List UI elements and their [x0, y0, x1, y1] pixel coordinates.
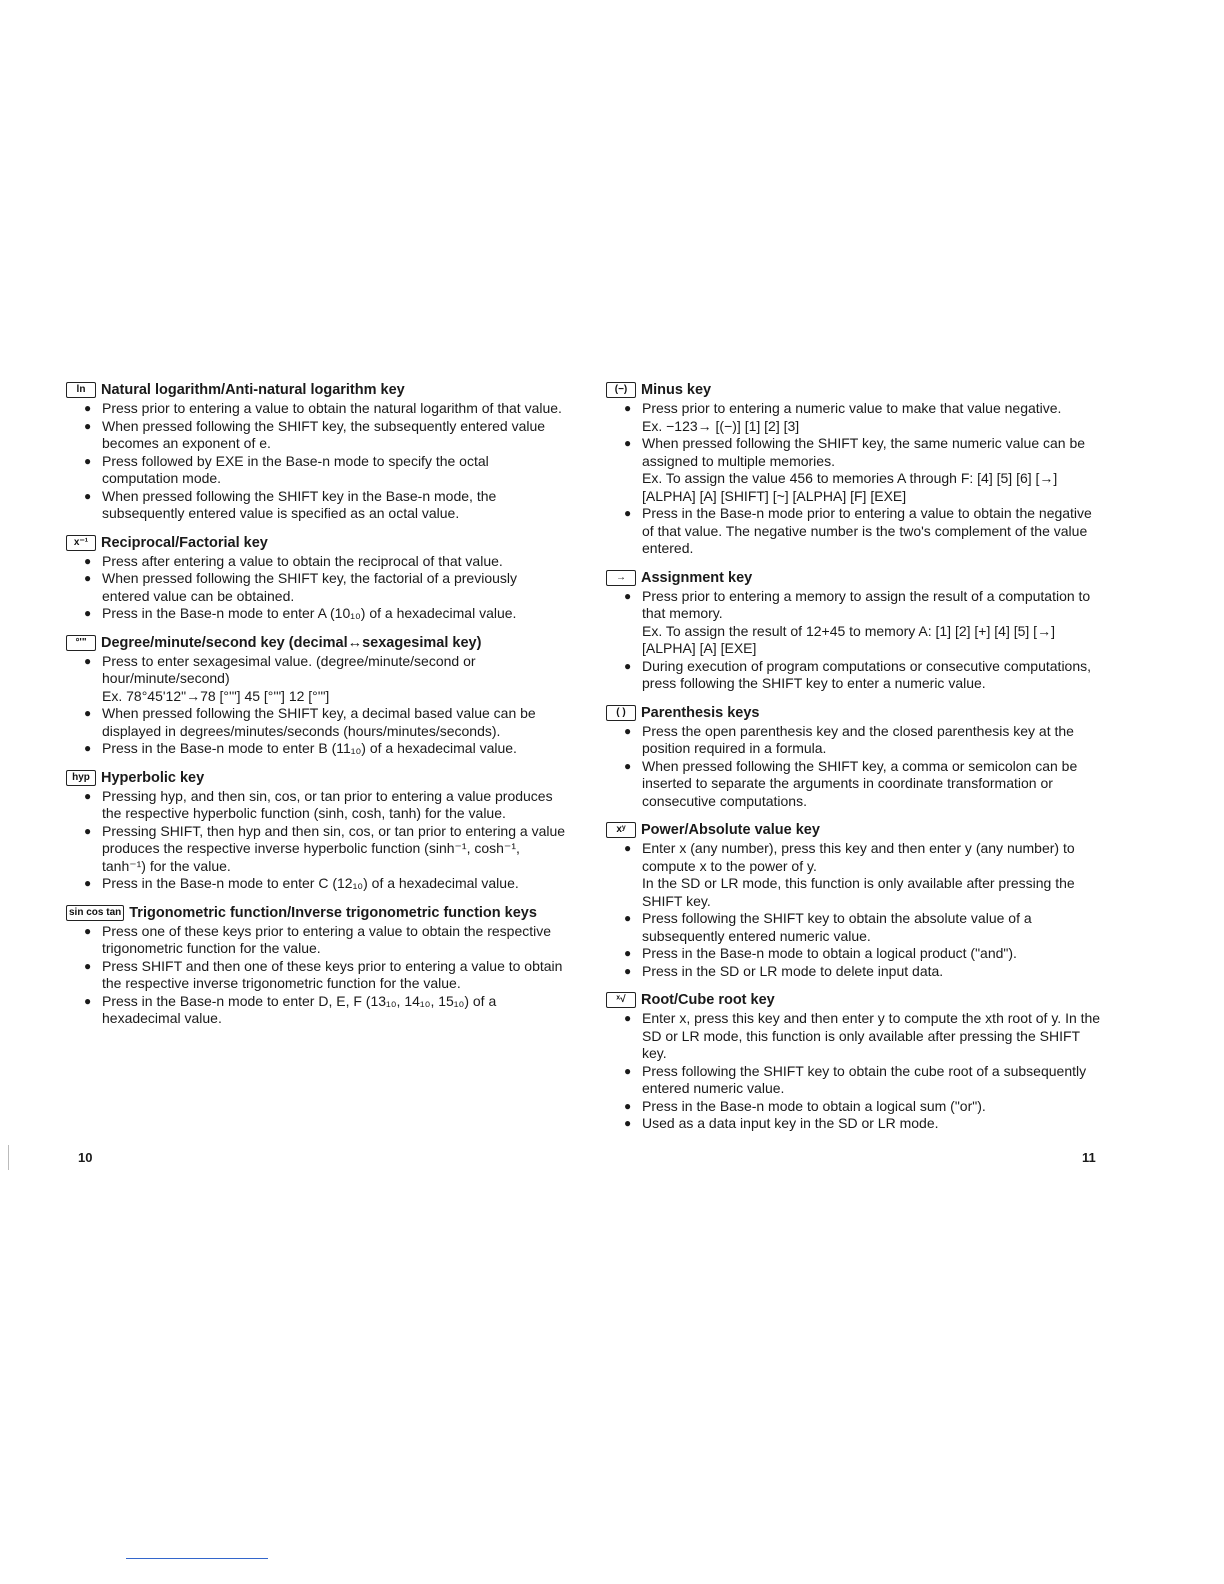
bullet-item: ● Press prior to entering a value to obtain the natural logarithm of that value. — [82, 400, 566, 418]
bullet-item: ● Press in the Base-n mode to obtain a logical product ("and"). — [622, 945, 1106, 963]
key-icon: xʸ — [606, 822, 636, 838]
bullet-item: ● Press to enter sexagesimal value. (degree/minute/second or hour/minute/second) — [82, 653, 566, 688]
right-page — [606, 380, 1106, 1143]
bullet-item: ● Pressing SHIFT, then hyp and then sin, cos, or tan prior to entering a value produces the respective inverse hyperbolic function (sinh⁻¹, cosh⁻¹, tanh⁻¹) for the value. — [82, 823, 566, 876]
example-line: Ex. 78°45'12"→78 [°'"] 45 [°'"] 12 [°'"] — [102, 687, 330, 704]
section-4 — [606, 990, 1106, 1133]
section-heading — [606, 703, 1106, 723]
section-3 — [66, 768, 566, 893]
bullet-item: ● Press in the SD or LR mode to delete input data. — [622, 963, 1106, 981]
section-title: Assignment key — [641, 569, 753, 586]
section-title: Degree/minute/second key (decimal↔sexagesimal key) — [101, 634, 482, 651]
bullet-item: ● Press in the Base-n mode to enter A (10₁₀) of a hexadecimal value. — [82, 605, 566, 623]
bullet-item: ● Press in the Base-n mode prior to entering a value to obtain the negative of that value. The negative number is the two's complement of the value entered. — [622, 505, 1106, 558]
bullet-item: ● Press one of these keys prior to entering a value to obtain the respective trigonometric function for the value. — [82, 923, 566, 958]
bullet-item: ● Press SHIFT and then one of these keys prior to entering a value to obtain the respective inverse trigonometric function for the value. — [82, 958, 566, 993]
section-heading — [66, 633, 566, 653]
bullet-item: ● Press in the Base-n mode to enter D, E, F (13₁₀, 14₁₀, 15₁₀) of a hexadecimal value. — [82, 993, 566, 1028]
bullet-item: ● When pressed following the SHIFT key, the subsequently entered value becomes an exponent of e. — [82, 418, 566, 453]
section-title: Root/Cube root key — [641, 992, 775, 1008]
page-number-left: 10 — [78, 1150, 93, 1165]
bullet-item: ● When pressed following the SHIFT key, the factorial of a previously entered value can be obtained. — [82, 570, 566, 605]
section-heading — [606, 990, 1106, 1010]
section-heading — [66, 903, 566, 923]
section-heading — [606, 568, 1106, 588]
bullet-item: ● Pressing hyp, and then sin, cos, or tan prior to entering a value produces the respective hyperbolic function (sinh, cosh, tanh) for the value. — [82, 788, 566, 823]
section-title: Parenthesis keys — [641, 704, 760, 721]
section-heading — [66, 533, 566, 553]
key-icon: ˣ√ — [606, 992, 636, 1008]
section-title: Power/Absolute value key — [641, 822, 820, 838]
section-4 — [66, 903, 566, 1028]
key-icon: sin cos tan — [66, 905, 124, 921]
bullet-item: ● When pressed following the SHIFT key, a decimal based value can be displayed in degrees/minutes/seconds (hours/minutes/seconds). — [82, 705, 566, 740]
bullet-item: ● When pressed following the SHIFT key, the same numeric value can be assigned to multiple memories. — [622, 435, 1106, 470]
section-1 — [606, 568, 1106, 693]
section-0 — [66, 380, 566, 523]
bullet-item: ● Press in the Base-n mode to obtain a logical sum ("or"). — [622, 1098, 1106, 1116]
key-icon: ln — [66, 382, 96, 398]
key-icon: x⁻¹ — [66, 535, 96, 551]
key-icon: → — [606, 570, 636, 586]
page-number-right: 11 — [1082, 1150, 1096, 1165]
footer-rule — [126, 1558, 268, 1559]
bullet-item: ● During execution of program computations or consecutive computations, press following the SHIFT key to enter a numeric value. — [622, 658, 1106, 693]
bullet-item: ● Used as a data input key in the SD or LR mode. — [622, 1115, 1106, 1133]
bullet-item: ● Press prior to entering a numeric value to make that value negative. — [622, 400, 1106, 418]
example-line: Ex. To assign the result of 12+45 to memory A: [1] [2] [+] [4] [5] [→] [ALPHA] [A] [EXE] — [642, 622, 1055, 656]
section-heading — [66, 768, 566, 788]
key-icon: (−) — [606, 382, 636, 398]
example-line: Ex. −123→ [(−)] [1] [2] [3] — [642, 417, 800, 434]
section-heading — [606, 380, 1106, 400]
bullet-item: ● Press prior to entering a memory to assign the result of a computation to that memory. — [622, 588, 1106, 623]
section-title: Trigonometric function/Inverse trigonometric function keys — [129, 904, 537, 921]
left-page — [66, 380, 566, 1038]
section-title: Hyperbolic key — [101, 769, 205, 786]
section-heading — [606, 820, 1106, 840]
bullet-item: ● Press in the Base-n mode to enter B (11₁₀) of a hexadecimal value. — [82, 740, 566, 758]
bullet-item: ● Press following the SHIFT key to obtain the absolute value of a subsequently entered numeric value. — [622, 910, 1106, 945]
bullet-item: ● Press after entering a value to obtain the reciprocal of that value. — [82, 553, 566, 571]
bullet-item: ● Enter x (any number), press this key and then enter y (any number) to compute x to the power of y. — [622, 840, 1106, 875]
example-line: Ex. To assign the value 456 to memories A through F: [4] [5] [6] [→] [ALPHA] [A] [SHIFT] [~] [ALPHA] [F] [EXE] — [642, 470, 1058, 504]
scan-edge-mark — [8, 1145, 9, 1170]
section-title: Reciprocal/Factorial key — [101, 534, 268, 551]
section-2 — [66, 633, 566, 758]
bullet-item: ● When pressed following the SHIFT key in the Base-n mode, the subsequently entered value is specified as an octal value. — [82, 488, 566, 523]
bullet-item: ● Press in the Base-n mode to enter C (12₁₀) of a hexadecimal value. — [82, 875, 566, 893]
section-2 — [606, 703, 1106, 811]
key-icon: hyp — [66, 770, 96, 786]
example-line: In the SD or LR mode, this function is only available after pressing the SHIFT key. — [642, 875, 1075, 909]
section-heading — [66, 380, 566, 400]
section-1 — [66, 533, 566, 623]
key-icon: °'" — [66, 635, 96, 651]
section-3 — [606, 820, 1106, 980]
section-title: Minus key — [641, 382, 712, 398]
bullet-item: ● Press following the SHIFT key to obtain the cube root of a subsequently entered numeric value. — [622, 1063, 1106, 1098]
section-0 — [606, 380, 1106, 558]
bullet-item: ● Press followed by EXE in the Base-n mode to specify the octal computation mode. — [82, 453, 566, 488]
bullet-item: ● When pressed following the SHIFT key, a comma or semicolon can be inserted to separate the arguments in coordinate transformation or consecutive computations. — [622, 758, 1106, 811]
section-title: Natural logarithm/Anti-natural logarithm key — [101, 382, 405, 398]
key-icon: ( ) — [606, 705, 636, 721]
bullet-item: ● Press the open parenthesis key and the closed parenthesis key at the position required in a formula. — [622, 723, 1106, 758]
bullet-item: ● Enter x, press this key and then enter y to compute the xth root of y. In the SD or LR mode, this function is only available after pressing the SHIFT key. — [622, 1010, 1106, 1063]
